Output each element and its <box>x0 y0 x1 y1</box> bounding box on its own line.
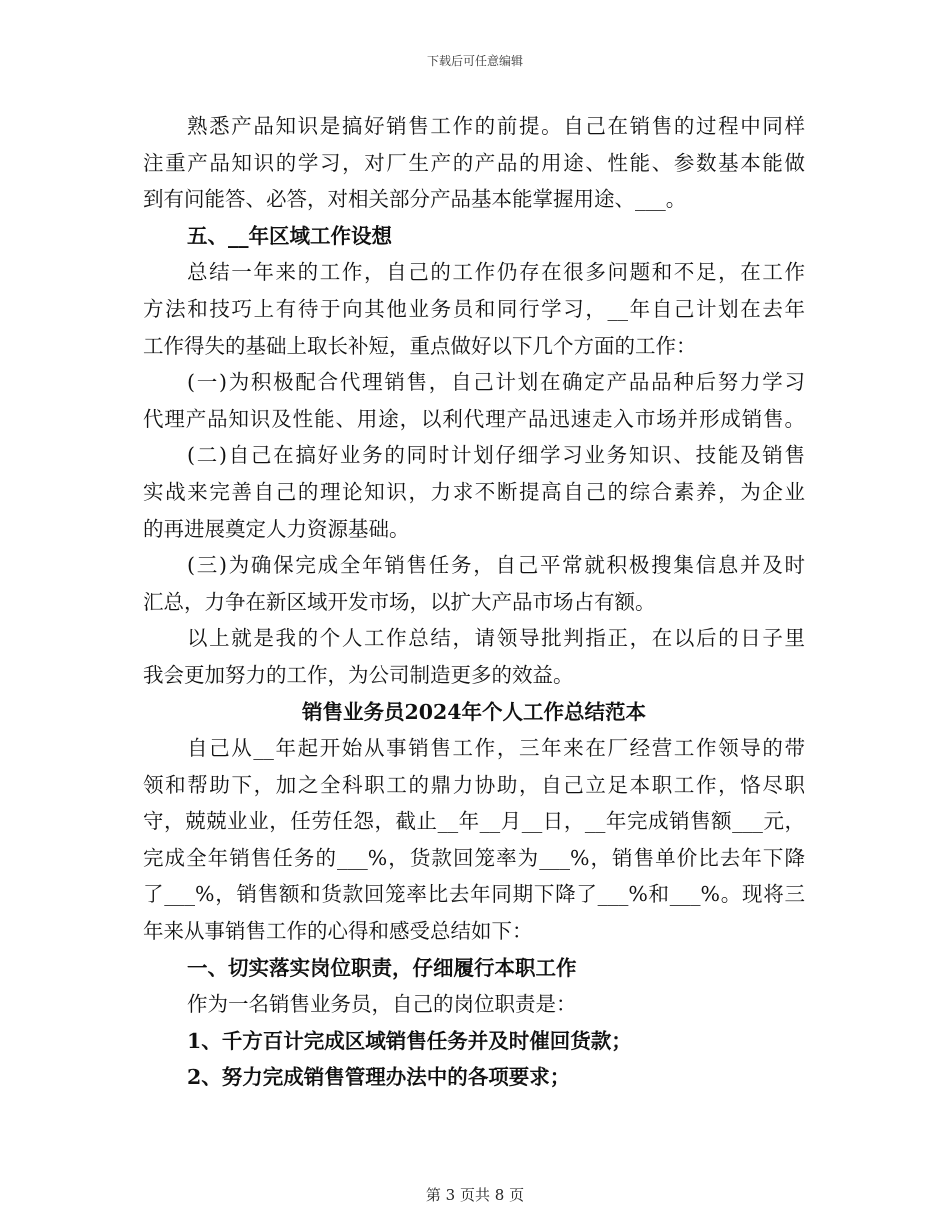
paragraph-line: 注重产品知识的学习，对厂生产的产品的用途、性能、参数基本能做 <box>143 150 805 175</box>
paragraph-line: 熟悉产品知识是搞好销售工作的前提。自己在销售的过程中同样 <box>187 114 805 138</box>
section-heading: 一、切实落实岗位职责，仔细履行本职工作 <box>187 955 577 980</box>
list-item: 2、努力完成销售管理办法中的各项要求； <box>187 1065 571 1090</box>
document-title: 销售业务员2024年个人工作总结范本 <box>301 699 647 724</box>
document-body <box>143 108 805 1096</box>
paragraph-line: 完成全年销售任务的___%，货款回笼率为___%，销售单价比去年下降 <box>143 845 805 870</box>
paragraph-line: 实战来完善自己的理论知识，力求不断提高自己的综合素养，为企业 <box>143 479 805 504</box>
paragraph-line: (三)为确保完成全年销售任务，自己平常就积极搜集信息并及时 <box>187 553 805 578</box>
paragraph-line: (二)自己在搞好业务的同时计划仔细学习业务知识、技能及销售 <box>187 443 805 468</box>
paragraph-line: 了___%，销售额和货款回笼率比去年同期下降了___%和___%。现将三 <box>143 882 805 907</box>
paragraph-line: 自己从__年起开始从事销售工作，三年来在厂经营工作领导的带 <box>187 736 805 761</box>
paragraph-line: 到有问能答、必答，对相关部分产品基本能掌握用途、___。 <box>143 187 687 212</box>
page-footer: 第 3 页共 8 页 <box>425 1186 525 1204</box>
page-header: 下载后可任意编辑 <box>426 54 523 68</box>
paragraph-line: 汇总，力争在新区域开发市场，以扩大产品市场占有额。 <box>143 589 656 614</box>
paragraph-line: 守，兢兢业业，任劳任怨，截止__年__月__日，__年完成销售额___元， <box>143 809 805 834</box>
section-heading: 五、__年区域工作设想 <box>187 223 392 248</box>
paragraph-line: 的再进展奠定人力资源基础。 <box>143 516 410 541</box>
paragraph-line: 我会更加努力的工作，为公司制造更多的效益。 <box>143 662 574 687</box>
paragraph-line: 工作得失的基础上取长补短，重点做好以下几个方面的工作： <box>143 333 697 358</box>
paragraph-line: 总结一年来的工作，自己的工作仍存在很多问题和不足，在工作 <box>187 260 805 285</box>
paragraph-line: 年来从事销售工作的心得和感受总结如下： <box>143 919 533 944</box>
paragraph-line: 以上就是我的个人工作总结，请领导批判指正，在以后的日子里 <box>187 626 805 651</box>
paragraph-line: (一)为积极配合代理销售，自己计划在确定产品品种后努力学习 <box>187 370 805 395</box>
paragraph-line: 领和帮助下，加之全科职工的鼎力协助，自己立足本职工作，恪尽职 <box>143 772 805 797</box>
paragraph-line: 作为一名销售业务员，自己的岗位职责是： <box>187 992 577 1017</box>
paragraph-line: 代理产品知识及性能、用途，以利代理产品迅速走入市场并形成销售。 <box>143 406 805 431</box>
paragraph-line: 方法和技巧上有待于向其他业务员和同行学习，__年自己计划在去年 <box>143 296 805 321</box>
list-item: 1、千方百计完成区域销售任务并及时催回货款； <box>187 1028 632 1053</box>
